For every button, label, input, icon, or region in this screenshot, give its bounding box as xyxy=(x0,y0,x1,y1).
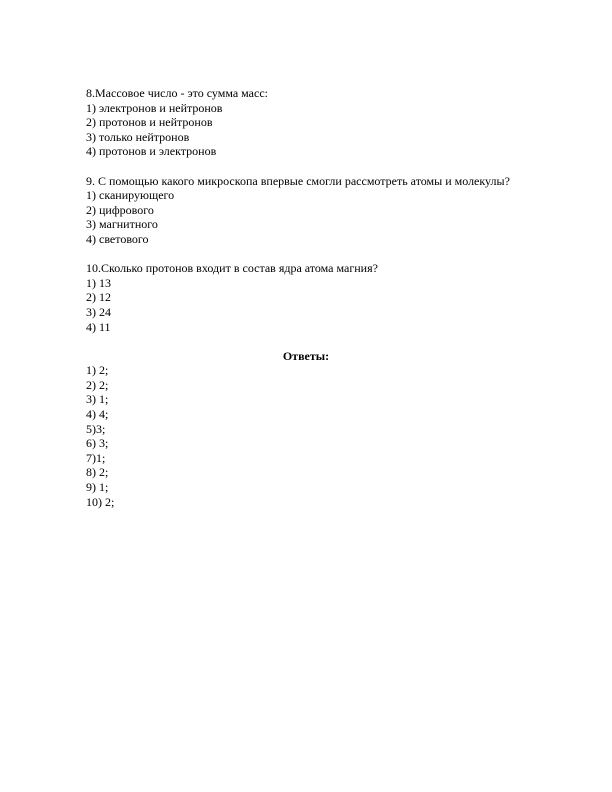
answers-title: Ответы: xyxy=(282,348,330,363)
answer-option: 1) сканирующего xyxy=(86,188,175,203)
document-page xyxy=(86,86,526,509)
answer-option: 2) протонов и нейтронов xyxy=(86,115,213,130)
answers-section xyxy=(86,349,526,510)
question-text: 9. С помощью какого микроскопа впервые смогли рассмотреть атомы и молекулы? xyxy=(86,173,510,188)
answer-option: 1) электронов и нейтронов xyxy=(86,100,223,115)
answer-option: 2) цифрового xyxy=(86,202,154,217)
question-text: 10.Сколько протонов входит в состав ядра атома магния? xyxy=(86,261,378,276)
answer-key-item: 1) 2; xyxy=(86,363,109,378)
answer-key-item: 9) 1; xyxy=(86,480,109,495)
question-9 xyxy=(86,174,526,247)
answer-key-item: 8) 2; xyxy=(86,465,109,480)
answer-key-item: 7)1; xyxy=(86,450,106,465)
answer-option: 2) 12 xyxy=(86,290,111,305)
answer-option: 1) 13 xyxy=(86,275,111,290)
answer-key-item: 3) 1; xyxy=(86,392,109,407)
answer-option: 4) 11 xyxy=(86,319,111,334)
answer-option: 3) 24 xyxy=(86,304,111,319)
answer-option: 3) только нейтронов xyxy=(86,129,190,144)
answer-key-item: 6) 3; xyxy=(86,436,109,451)
answer-key-item: 4) 4; xyxy=(86,407,109,422)
question-8 xyxy=(86,86,526,159)
answer-option: 4) светового xyxy=(86,231,149,246)
answer-key-item: 5)3; xyxy=(86,421,106,436)
answer-key-item: 10) 2; xyxy=(86,494,115,509)
answer-option: 4) протонов и электронов xyxy=(86,144,217,159)
answer-option: 3) магнитного xyxy=(86,217,158,232)
answer-key-item: 2) 2; xyxy=(86,377,109,392)
question-text: 8.Массовое число - это сумма масс: xyxy=(86,86,268,100)
question-10 xyxy=(86,261,526,334)
